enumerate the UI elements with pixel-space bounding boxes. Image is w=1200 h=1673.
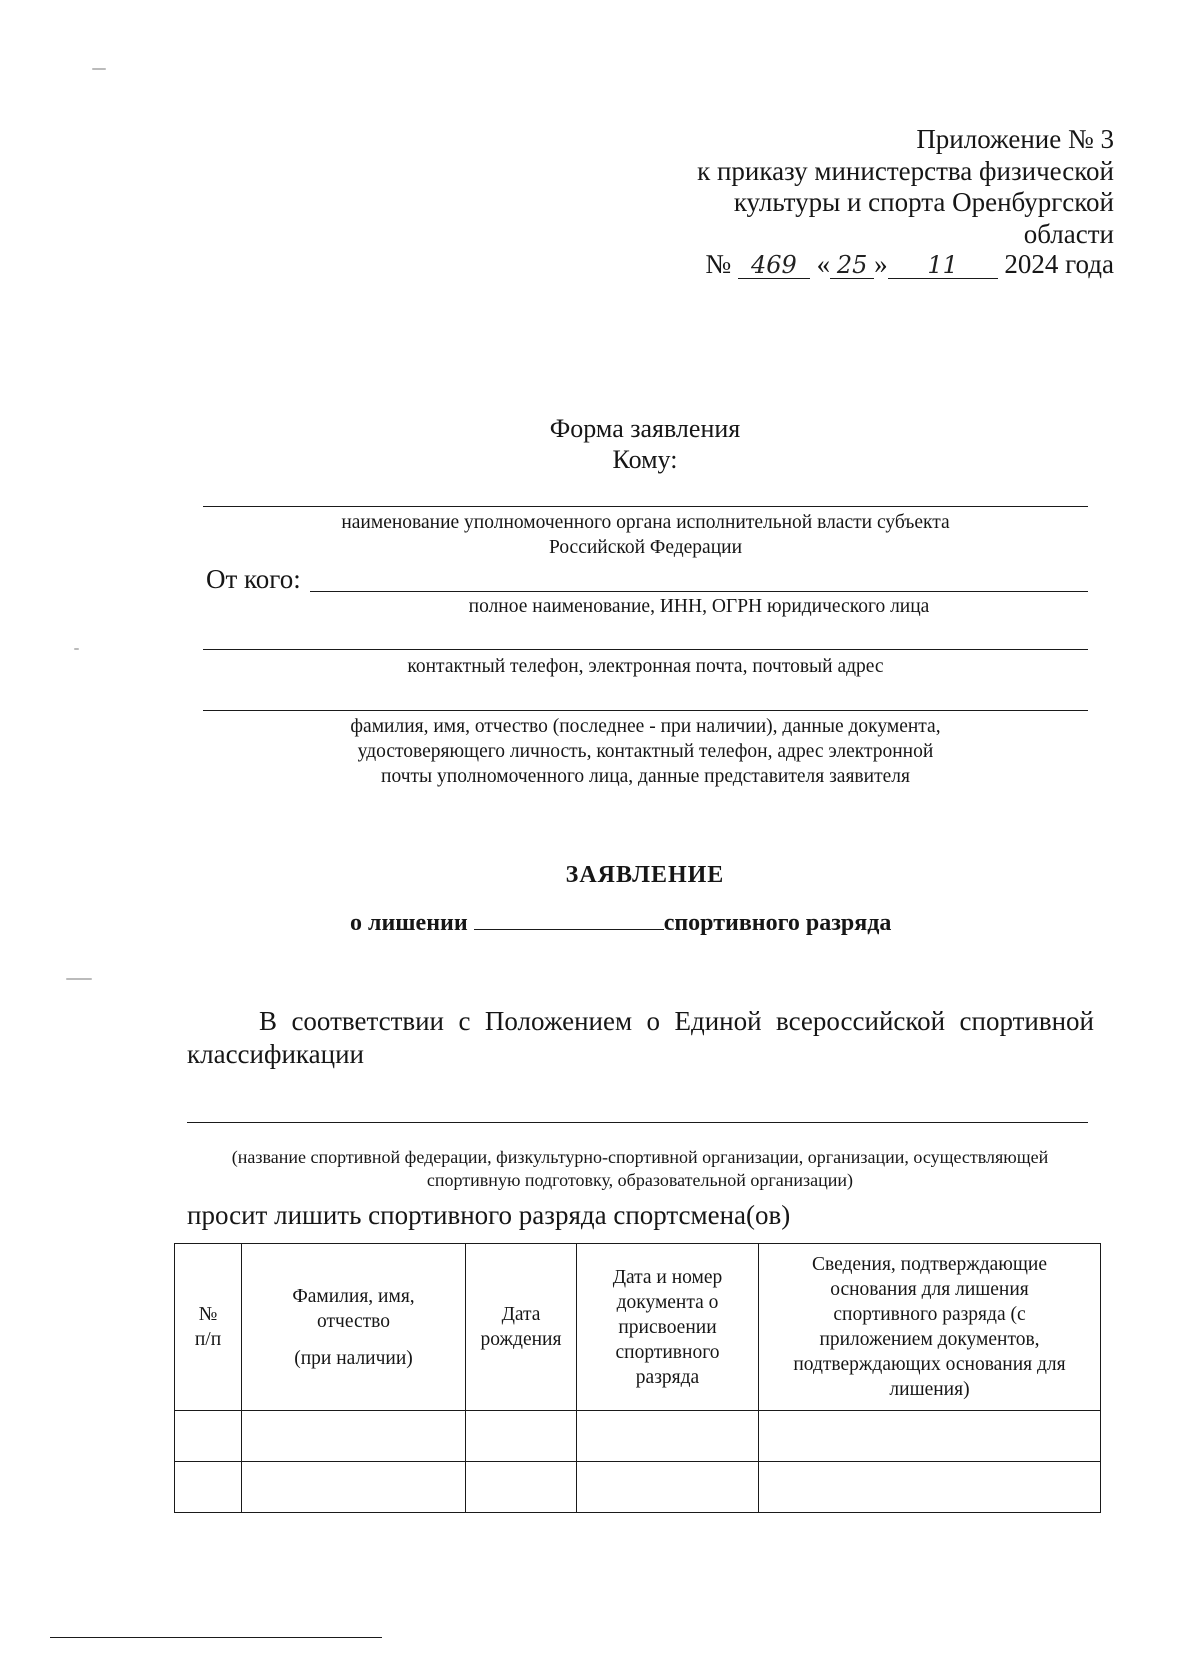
table-cell[interactable] <box>242 1411 466 1462</box>
order-year: 2024 года <box>1004 249 1114 279</box>
from-caption-3-line-1: фамилия, имя, отчество (последнее - при наличии), данные документа, <box>350 716 941 737</box>
col-number-header <box>175 1244 242 1411</box>
header-text: основания для лишения <box>830 1279 1029 1300</box>
header-text: отчество <box>317 1310 390 1332</box>
header-text: Дата и номер <box>612 1266 723 1288</box>
statement-paragraph <box>187 1005 1094 1071</box>
table-cell[interactable] <box>466 1411 577 1462</box>
contact-field-line[interactable] <box>203 649 1088 650</box>
header-text: присвоении <box>618 1316 717 1338</box>
athletes-table <box>174 1243 1101 1513</box>
table-cell[interactable] <box>759 1462 1101 1513</box>
order-day: 25 <box>830 252 874 279</box>
col-birthdate-header <box>466 1244 577 1411</box>
to-label: Кому: <box>612 445 678 474</box>
from-caption-3-line-3: почты уполномоченного лица, данные представителя заявителя <box>381 766 910 787</box>
paragraph-line-1: В соответствии с Положением о Единой всероссийской спортивной <box>259 1006 1094 1036</box>
order-number: 469 <box>738 252 810 279</box>
appendix-title: Приложение № 3 <box>916 124 1114 154</box>
statement-subtitle <box>350 910 891 937</box>
footnote-separator <box>50 1637 382 1638</box>
header-text: спортивного <box>615 1341 720 1363</box>
table-cell[interactable] <box>242 1462 466 1513</box>
org-caption-line-2: спортивную подготовку, образовательной организации) <box>426 1170 854 1190</box>
to-caption <box>203 510 1088 560</box>
from-field-line[interactable] <box>310 591 1088 592</box>
table-cell[interactable] <box>466 1462 577 1513</box>
col-document-header <box>577 1244 759 1411</box>
header-text: Сведения, подтверждающие <box>812 1254 1047 1275</box>
col-name-header <box>242 1244 466 1411</box>
subtitle-before: о лишении <box>350 910 468 936</box>
organization-caption <box>190 1146 1090 1192</box>
table-header-row <box>175 1244 1101 1411</box>
table-cell[interactable] <box>577 1411 759 1462</box>
table-row <box>175 1462 1101 1513</box>
subtitle-after: спортивного разряда <box>663 910 892 936</box>
quote-close: » <box>874 249 888 279</box>
form-title-block <box>0 413 1200 475</box>
appendix-header <box>594 124 1114 250</box>
header-text: спортивного разряда (с <box>833 1304 1026 1325</box>
table-row <box>175 1411 1101 1462</box>
appendix-line-2: к приказу министерства физической <box>697 155 1114 186</box>
representative-field-line[interactable] <box>203 710 1088 711</box>
to-caption-line-1: наименование уполномоченного органа исполнительной власти субъекта <box>341 512 950 533</box>
header-text: лишения) <box>889 1379 970 1400</box>
to-caption-line-2: Российской Федерации <box>548 537 743 558</box>
header-text: Фамилия, имя, <box>292 1285 415 1307</box>
header-text: Дата <box>501 1304 541 1325</box>
header-text: подтверждающих основания для <box>793 1354 1066 1375</box>
from-caption-3 <box>203 714 1088 789</box>
org-caption-line-1: (название спортивной федерации, физкультурно-спортивной организации, организации, осуществляющей <box>231 1147 1049 1167</box>
from-caption-1: полное наименование, ИНН, ОГРН юридического лица <box>468 596 930 617</box>
from-caption-2: контактный телефон, электронная почта, почтовый адрес <box>407 656 884 677</box>
header-text: документа о <box>616 1291 719 1313</box>
table-cell[interactable] <box>175 1462 242 1513</box>
appendix-line-3: культуры и спорта Оренбургской <box>733 187 1114 217</box>
header-text: приложением документов, <box>819 1329 1040 1350</box>
from-label: От кого: <box>206 564 301 594</box>
grade-blank[interactable] <box>474 929 664 930</box>
order-month: 11 <box>888 252 998 279</box>
to-field-line[interactable] <box>203 506 1088 507</box>
scan-speck <box>74 648 79 650</box>
appendix-line-4: области <box>1023 218 1114 249</box>
quote-open: « <box>816 249 831 279</box>
from-caption-3-line-2: удостоверяющего личность, контактный телефон, адрес электронной <box>357 741 934 762</box>
table-cell[interactable] <box>175 1411 242 1462</box>
header-text: (при наличии) <box>294 1347 413 1369</box>
statement-title: ЗАЯВЛЕНИЕ <box>565 862 725 888</box>
header-text: разряда <box>635 1366 700 1388</box>
header-text: п/п <box>194 1329 222 1350</box>
scan-speck <box>66 978 92 980</box>
header-text: № <box>198 1304 218 1325</box>
paragraph-line-2: классификации <box>187 1039 364 1069</box>
table-cell[interactable] <box>577 1462 759 1513</box>
col-grounds-header <box>759 1244 1101 1411</box>
table-cell[interactable] <box>759 1411 1101 1462</box>
form-title: Форма заявления <box>549 414 741 443</box>
order-number-sign: № <box>705 249 732 279</box>
organization-field-line[interactable] <box>187 1122 1088 1123</box>
order-reference <box>705 249 1114 280</box>
header-text: рождения <box>480 1329 562 1350</box>
request-line: просит лишить спортивного разряда спортсмена(ов) <box>187 1200 791 1230</box>
scan-speck <box>92 68 106 70</box>
